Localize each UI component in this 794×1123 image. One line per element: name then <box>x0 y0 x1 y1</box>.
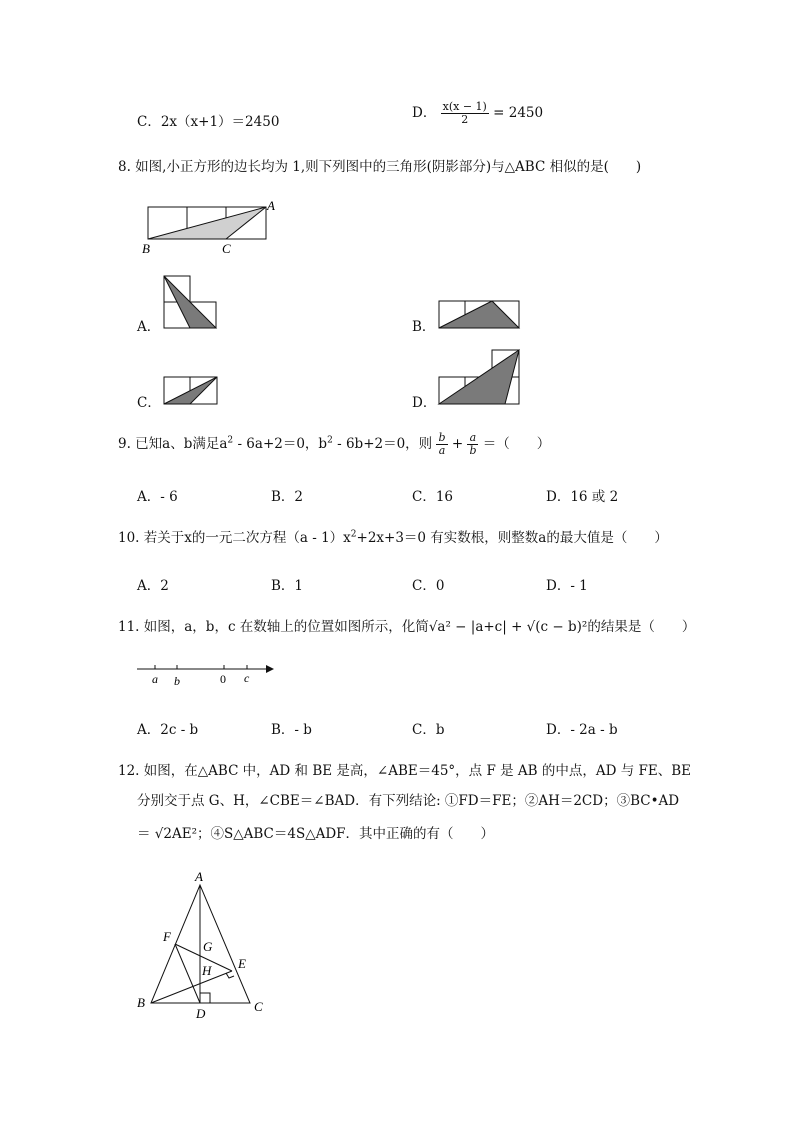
q10-stem <box>118 528 668 548</box>
q11-axis-0: 0 <box>220 672 226 686</box>
q9-f2-num: a <box>467 432 478 445</box>
q12-line1: 12. 如图，在△ABC 中，AD 和 BE 是高，∠ABE＝45°，点 F 是 AB 的中点，AD 与 FE、BE <box>118 763 692 779</box>
q11-axis-a: a <box>152 672 158 686</box>
q11-stem-post: 的结果是（ ） <box>587 619 696 635</box>
q9-f1-num: b <box>438 431 446 444</box>
q11-stem-pre: 11. 如图，a，b，c 在数轴上的位置如图所示，化简 <box>118 619 429 635</box>
q9-f1-den: a <box>438 444 446 457</box>
q8-main-figure <box>140 196 285 258</box>
q9-option-a: A．- 6 <box>137 489 178 505</box>
q9-plus: + <box>451 436 464 452</box>
q11-expression: √a² − |a+c| + √(c − b)² <box>428 619 588 635</box>
q11-axis-c: c <box>244 671 250 685</box>
q9-sup-b: 2 <box>327 435 333 446</box>
q7-option-d-numerator: x(x − 1) <box>442 100 487 113</box>
q7-option-d-fraction <box>441 101 489 126</box>
q8-option-b-figure <box>437 299 523 331</box>
q9-stem-pre: 9. 已知a、b满足a <box>118 436 228 452</box>
q9-stem <box>118 432 550 457</box>
q8-option-b-label: B． <box>412 319 436 335</box>
q12-label-e: E <box>238 956 246 971</box>
q9-option-c: C．16 <box>412 489 454 505</box>
q10-option-a: A．2 <box>137 578 169 594</box>
q9-stem-end: ＝（ ） <box>482 436 551 452</box>
q12-label-f: F <box>163 929 171 944</box>
q8-option-a-figure <box>162 274 220 332</box>
q9-option-d: D．16 或 2 <box>546 489 619 505</box>
q12-line3: ＝ √2AE²；④S△ABC＝4S△ADF．其中正确的有（ ） <box>137 826 495 842</box>
q12-label-h: H <box>202 963 212 978</box>
q8-stem: 8. 如图,小正方形的边长均为 1,则下列图中的三角形(阴影部分)与△ABC 相似的是( ) <box>118 159 642 175</box>
q11-stem <box>118 617 695 637</box>
q8-label-b: B <box>142 241 150 256</box>
q9-f2-den: b <box>469 444 477 457</box>
q11-option-b: B．- b <box>271 722 312 738</box>
q8-option-a-label: A． <box>137 319 161 335</box>
q8-label-c: C <box>222 241 231 256</box>
q10-stem-post: +2x+3＝0 有实数根，则整数a的最大值是（ ） <box>356 530 668 546</box>
q10-option-c: C．0 <box>412 578 445 594</box>
q7-option-d <box>412 101 543 126</box>
q12-label-b: B <box>137 995 145 1010</box>
q12-label-c: C <box>254 999 263 1014</box>
q9-sup-a: 2 <box>227 435 234 446</box>
q7-option-c: C．2x（x+1）＝2450 <box>137 114 280 130</box>
q8-option-d-label: D． <box>412 395 437 411</box>
q10-option-d: D．- 1 <box>546 578 588 594</box>
q12-triangle-figure <box>130 865 275 1025</box>
q9-fraction-a-over-b <box>467 432 478 457</box>
q9-stem-mid2: - 6b+2＝0，则 <box>332 436 433 452</box>
q12-label-a: A <box>195 869 203 884</box>
q9-option-b: B．2 <box>271 489 304 505</box>
q12-line2: 分别交于点 G、H，∠CBE＝∠BAD．有下列结论: ①FD＝FE；②AH＝2CD；③BC•AD <box>137 793 680 809</box>
q12-label-d: D <box>196 1006 206 1021</box>
q10-stem-pre: 10. 若关于x的一元二次方程（a - 1）x <box>118 530 351 546</box>
q8-option-d-figure <box>437 348 523 408</box>
q11-axis-b: b <box>174 674 180 688</box>
q11-option-d: D．- 2a - b <box>546 722 618 738</box>
q11-option-a: A．2c - b <box>137 722 199 738</box>
q9-stem-mid1: - 6a+2＝0，b <box>233 436 328 452</box>
q11-option-c: C．b <box>412 722 445 738</box>
q11-number-line <box>135 660 280 688</box>
q10-option-b: B．1 <box>271 578 304 594</box>
q12-label-g: G <box>203 939 213 954</box>
q8-option-c-figure <box>162 375 220 407</box>
q7-option-d-denominator: 2 <box>461 113 469 126</box>
q9-fraction-b-over-a <box>436 432 447 457</box>
q10-sup: 2 <box>350 529 357 540</box>
q8-option-c-label: C． <box>137 395 161 411</box>
q7-option-d-label: D． <box>412 105 437 121</box>
q8-label-a: A <box>267 198 275 213</box>
q7-option-d-rhs: = 2450 <box>493 105 544 121</box>
